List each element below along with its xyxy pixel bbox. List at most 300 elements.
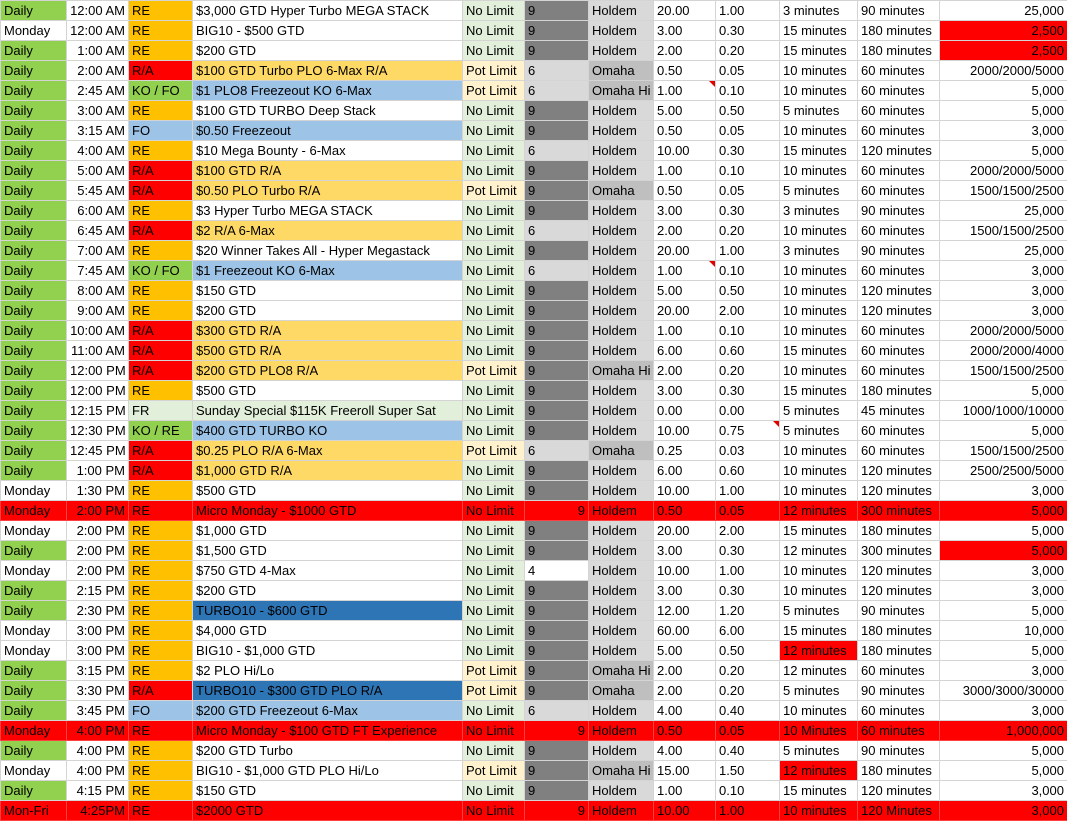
day-cell[interactable]: Monday (1, 641, 67, 661)
day-cell[interactable]: Monday (1, 721, 67, 741)
time-cell[interactable]: 7:00 AM (67, 241, 129, 261)
type-cell[interactable]: R/A (129, 221, 193, 241)
fee-cell[interactable]: 1.50 (716, 761, 780, 781)
stack-cell[interactable]: 3,000 (940, 701, 1067, 721)
tournament-name-cell[interactable]: $4,000 GTD (193, 621, 463, 641)
game-cell[interactable]: Holdem (589, 641, 654, 661)
buyin-cell[interactable]: 20.00 (654, 1, 716, 21)
type-cell[interactable]: FO (129, 701, 193, 721)
type-cell[interactable]: RE (129, 581, 193, 601)
limit-cell[interactable]: No Limit (463, 801, 525, 821)
seats-cell[interactable]: 9 (525, 421, 589, 441)
buyin-cell[interactable]: 1.00 (654, 261, 716, 281)
seats-cell[interactable]: 9 (525, 781, 589, 801)
limit-cell[interactable]: No Limit (463, 281, 525, 301)
buyin-cell[interactable]: 3.00 (654, 581, 716, 601)
limit-cell[interactable]: No Limit (463, 261, 525, 281)
game-cell[interactable]: Holdem (589, 41, 654, 61)
day-cell[interactable]: Daily (1, 421, 67, 441)
limit-cell[interactable]: Pot Limit (463, 441, 525, 461)
day-cell[interactable]: Daily (1, 161, 67, 181)
game-cell[interactable]: Holdem (589, 341, 654, 361)
type-cell[interactable]: RE (129, 481, 193, 501)
buyin-cell[interactable]: 0.50 (654, 61, 716, 81)
fee-cell[interactable]: 0.30 (716, 541, 780, 561)
buyin-cell[interactable]: 15.00 (654, 761, 716, 781)
tournament-name-cell[interactable]: $1,500 GTD (193, 541, 463, 561)
time-cell[interactable]: 2:00 PM (67, 501, 129, 521)
time-cell[interactable]: 1:30 PM (67, 481, 129, 501)
seats-cell[interactable]: 6 (525, 221, 589, 241)
tournament-name-cell[interactable]: $1 PLO8 Freezeout KO 6-Max (193, 81, 463, 101)
limit-cell[interactable]: No Limit (463, 221, 525, 241)
limit-cell[interactable]: No Limit (463, 41, 525, 61)
level-cell[interactable]: 10 minutes (780, 441, 858, 461)
game-cell[interactable]: Holdem (589, 741, 654, 761)
buyin-cell[interactable]: 3.00 (654, 201, 716, 221)
day-cell[interactable]: Monday (1, 761, 67, 781)
buyin-cell[interactable]: 5.00 (654, 281, 716, 301)
buyin-cell[interactable]: 3.00 (654, 381, 716, 401)
day-cell[interactable]: Daily (1, 701, 67, 721)
time-cell[interactable]: 4:00 PM (67, 721, 129, 741)
buyin-cell[interactable]: 1.00 (654, 321, 716, 341)
game-cell[interactable]: Holdem (589, 101, 654, 121)
stack-cell[interactable]: 2,500 (940, 41, 1067, 61)
day-cell[interactable]: Daily (1, 601, 67, 621)
game-cell[interactable]: Holdem (589, 401, 654, 421)
stack-cell[interactable]: 3,000 (940, 281, 1067, 301)
stack-cell[interactable]: 5,000 (940, 501, 1067, 521)
seats-cell[interactable]: 6 (525, 441, 589, 461)
fee-cell[interactable]: 0.20 (716, 681, 780, 701)
time-cell[interactable]: 2:15 PM (67, 581, 129, 601)
time-cell[interactable]: 12:00 AM (67, 21, 129, 41)
buyin-cell[interactable]: 0.50 (654, 501, 716, 521)
type-cell[interactable]: RE (129, 301, 193, 321)
seats-cell[interactable]: 9 (525, 481, 589, 501)
tournament-name-cell[interactable]: $200 GTD PLO8 R/A (193, 361, 463, 381)
buyin-cell[interactable]: 20.00 (654, 521, 716, 541)
fee-cell[interactable]: 0.20 (716, 361, 780, 381)
level-cell[interactable]: 10 minutes (780, 261, 858, 281)
time-cell[interactable]: 12:00 PM (67, 381, 129, 401)
tournament-name-cell[interactable]: $150 GTD (193, 281, 463, 301)
day-cell[interactable]: Daily (1, 221, 67, 241)
type-cell[interactable]: FR (129, 401, 193, 421)
day-cell[interactable]: Monday (1, 21, 67, 41)
late-reg-cell[interactable]: 45 minutes (858, 401, 940, 421)
limit-cell[interactable]: No Limit (463, 121, 525, 141)
late-reg-cell[interactable]: 60 minutes (858, 661, 940, 681)
seats-cell[interactable]: 6 (525, 261, 589, 281)
late-reg-cell[interactable]: 180 minutes (858, 21, 940, 41)
day-cell[interactable]: Daily (1, 261, 67, 281)
tournament-name-cell[interactable]: $200 GTD (193, 581, 463, 601)
time-cell[interactable]: 3:15 PM (67, 661, 129, 681)
stack-cell[interactable]: 5,000 (940, 541, 1067, 561)
level-cell[interactable]: 15 minutes (780, 141, 858, 161)
fee-cell[interactable]: 0.00 (716, 401, 780, 421)
fee-cell[interactable]: 0.05 (716, 501, 780, 521)
game-cell[interactable]: Holdem (589, 601, 654, 621)
fee-cell[interactable]: 1.00 (716, 241, 780, 261)
type-cell[interactable]: RE (129, 561, 193, 581)
game-cell[interactable]: Holdem (589, 461, 654, 481)
time-cell[interactable]: 12:00 PM (67, 361, 129, 381)
day-cell[interactable]: Daily (1, 461, 67, 481)
level-cell[interactable]: 10 minutes (780, 481, 858, 501)
time-cell[interactable]: 1:00 AM (67, 41, 129, 61)
game-cell[interactable]: Holdem (589, 321, 654, 341)
time-cell[interactable]: 10:00 AM (67, 321, 129, 341)
day-cell[interactable]: Mon-Fri (1, 801, 67, 821)
tournament-name-cell[interactable]: BIG10 - $1,000 GTD PLO Hi/Lo (193, 761, 463, 781)
day-cell[interactable]: Daily (1, 441, 67, 461)
stack-cell[interactable]: 2500/2500/5000 (940, 461, 1067, 481)
late-reg-cell[interactable]: 120 minutes (858, 301, 940, 321)
fee-cell[interactable]: 0.05 (716, 61, 780, 81)
limit-cell[interactable]: No Limit (463, 481, 525, 501)
level-cell[interactable]: 10 minutes (780, 221, 858, 241)
game-cell[interactable]: Holdem (589, 801, 654, 821)
type-cell[interactable]: RE (129, 661, 193, 681)
game-cell[interactable]: Holdem (589, 201, 654, 221)
seats-cell[interactable]: 9 (525, 661, 589, 681)
game-cell[interactable]: Holdem (589, 501, 654, 521)
late-reg-cell[interactable]: 120 minutes (858, 481, 940, 501)
game-cell[interactable]: Omaha (589, 441, 654, 461)
late-reg-cell[interactable]: 120 Minutes (858, 801, 940, 821)
level-cell[interactable]: 15 minutes (780, 21, 858, 41)
stack-cell[interactable]: 10,000 (940, 621, 1067, 641)
stack-cell[interactable]: 3,000 (940, 801, 1067, 821)
buyin-cell[interactable]: 5.00 (654, 641, 716, 661)
tournament-name-cell[interactable]: $100 GTD TURBO Deep Stack (193, 101, 463, 121)
game-cell[interactable]: Holdem (589, 481, 654, 501)
level-cell[interactable]: 3 minutes (780, 1, 858, 21)
seats-cell[interactable]: 9 (525, 541, 589, 561)
tournament-name-cell[interactable]: $500 GTD (193, 381, 463, 401)
buyin-cell[interactable]: 2.00 (654, 361, 716, 381)
time-cell[interactable]: 4:00 PM (67, 761, 129, 781)
tournament-name-cell[interactable]: $1,000 GTD (193, 521, 463, 541)
fee-cell[interactable]: 0.50 (716, 641, 780, 661)
tournament-name-cell[interactable]: $3 Hyper Turbo MEGA STACK (193, 201, 463, 221)
game-cell[interactable]: Holdem (589, 721, 654, 741)
limit-cell[interactable]: No Limit (463, 141, 525, 161)
seats-cell[interactable]: 9 (525, 101, 589, 121)
type-cell[interactable]: RE (129, 521, 193, 541)
tournament-name-cell[interactable]: $2000 GTD (193, 801, 463, 821)
seats-cell[interactable]: 9 (525, 1, 589, 21)
stack-cell[interactable]: 3,000 (940, 261, 1067, 281)
tournament-name-cell[interactable]: $1 Freezeout KO 6-Max (193, 261, 463, 281)
tournament-name-cell[interactable]: TURBO10 - $600 GTD (193, 601, 463, 621)
late-reg-cell[interactable]: 60 minutes (858, 441, 940, 461)
game-cell[interactable]: Omaha (589, 181, 654, 201)
type-cell[interactable]: RE (129, 801, 193, 821)
buyin-cell[interactable]: 2.00 (654, 41, 716, 61)
day-cell[interactable]: Daily (1, 581, 67, 601)
tournament-name-cell[interactable]: $1,000 GTD R/A (193, 461, 463, 481)
late-reg-cell[interactable]: 300 minutes (858, 541, 940, 561)
buyin-cell[interactable]: 10.00 (654, 481, 716, 501)
time-cell[interactable]: 12:00 AM (67, 1, 129, 21)
tournament-name-cell[interactable]: $400 GTD TURBO KO (193, 421, 463, 441)
seats-cell[interactable]: 9 (525, 741, 589, 761)
buyin-cell[interactable]: 4.00 (654, 701, 716, 721)
fee-cell[interactable]: 1.20 (716, 601, 780, 621)
type-cell[interactable]: RE (129, 281, 193, 301)
time-cell[interactable]: 4:15 PM (67, 781, 129, 801)
time-cell[interactable]: 6:00 AM (67, 201, 129, 221)
fee-cell[interactable]: 0.40 (716, 701, 780, 721)
game-cell[interactable]: Holdem (589, 1, 654, 21)
late-reg-cell[interactable]: 60 minutes (858, 701, 940, 721)
seats-cell[interactable]: 9 (525, 721, 589, 741)
type-cell[interactable]: FO (129, 121, 193, 141)
game-cell[interactable]: Omaha Hi (589, 761, 654, 781)
fee-cell[interactable]: 0.30 (716, 141, 780, 161)
stack-cell[interactable]: 25,000 (940, 201, 1067, 221)
stack-cell[interactable]: 2000/2000/5000 (940, 321, 1067, 341)
seats-cell[interactable]: 9 (525, 201, 589, 221)
game-cell[interactable]: Holdem (589, 121, 654, 141)
tournament-name-cell[interactable]: $100 GTD Turbo PLO 6-Max R/A (193, 61, 463, 81)
time-cell[interactable]: 2:00 PM (67, 521, 129, 541)
stack-cell[interactable]: 2000/2000/5000 (940, 61, 1067, 81)
buyin-cell[interactable]: 1.00 (654, 781, 716, 801)
level-cell[interactable]: 10 minutes (780, 121, 858, 141)
time-cell[interactable]: 5:45 AM (67, 181, 129, 201)
seats-cell[interactable]: 9 (525, 401, 589, 421)
late-reg-cell[interactable]: 180 minutes (858, 381, 940, 401)
fee-cell[interactable]: 0.03 (716, 441, 780, 461)
buyin-cell[interactable]: 0.50 (654, 181, 716, 201)
limit-cell[interactable]: No Limit (463, 581, 525, 601)
type-cell[interactable]: RE (129, 781, 193, 801)
late-reg-cell[interactable]: 60 minutes (858, 121, 940, 141)
stack-cell[interactable]: 1500/1500/2500 (940, 361, 1067, 381)
time-cell[interactable]: 3:30 PM (67, 681, 129, 701)
day-cell[interactable]: Daily (1, 341, 67, 361)
stack-cell[interactable]: 5,000 (940, 421, 1067, 441)
time-cell[interactable]: 2:00 PM (67, 541, 129, 561)
limit-cell[interactable]: No Limit (463, 721, 525, 741)
game-cell[interactable]: Holdem (589, 781, 654, 801)
buyin-cell[interactable]: 20.00 (654, 301, 716, 321)
stack-cell[interactable]: 2000/2000/5000 (940, 161, 1067, 181)
limit-cell[interactable]: Pot Limit (463, 181, 525, 201)
buyin-cell[interactable]: 12.00 (654, 601, 716, 621)
fee-cell[interactable]: 0.20 (716, 661, 780, 681)
seats-cell[interactable]: 9 (525, 21, 589, 41)
game-cell[interactable]: Omaha Hi (589, 361, 654, 381)
tournament-name-cell[interactable]: BIG10 - $1,000 GTD (193, 641, 463, 661)
game-cell[interactable]: Holdem (589, 561, 654, 581)
time-cell[interactable]: 12:45 PM (67, 441, 129, 461)
stack-cell[interactable]: 5,000 (940, 641, 1067, 661)
fee-cell[interactable]: 0.05 (716, 181, 780, 201)
fee-cell[interactable]: 2.00 (716, 521, 780, 541)
time-cell[interactable]: 2:30 PM (67, 601, 129, 621)
limit-cell[interactable]: Pot Limit (463, 761, 525, 781)
limit-cell[interactable]: No Limit (463, 601, 525, 621)
level-cell[interactable]: 10 minutes (780, 321, 858, 341)
type-cell[interactable]: KO / RE (129, 421, 193, 441)
late-reg-cell[interactable]: 120 minutes (858, 281, 940, 301)
limit-cell[interactable]: Pot Limit (463, 661, 525, 681)
stack-cell[interactable]: 25,000 (940, 1, 1067, 21)
limit-cell[interactable]: No Limit (463, 461, 525, 481)
late-reg-cell[interactable]: 120 minutes (858, 141, 940, 161)
tournament-name-cell[interactable]: $500 GTD R/A (193, 341, 463, 361)
stack-cell[interactable]: 5,000 (940, 521, 1067, 541)
type-cell[interactable]: KO / FO (129, 261, 193, 281)
buyin-cell[interactable]: 3.00 (654, 21, 716, 41)
buyin-cell[interactable]: 10.00 (654, 421, 716, 441)
fee-cell[interactable]: 1.00 (716, 1, 780, 21)
type-cell[interactable]: RE (129, 41, 193, 61)
limit-cell[interactable]: No Limit (463, 541, 525, 561)
fee-cell[interactable]: 6.00 (716, 621, 780, 641)
seats-cell[interactable]: 9 (525, 301, 589, 321)
type-cell[interactable]: RE (129, 601, 193, 621)
type-cell[interactable]: R/A (129, 361, 193, 381)
game-cell[interactable]: Holdem (589, 381, 654, 401)
level-cell[interactable]: 5 minutes (780, 601, 858, 621)
game-cell[interactable]: Holdem (589, 301, 654, 321)
tournament-name-cell[interactable]: BIG10 - $500 GTD (193, 21, 463, 41)
limit-cell[interactable]: Pot Limit (463, 61, 525, 81)
day-cell[interactable]: Daily (1, 241, 67, 261)
fee-cell[interactable]: 0.50 (716, 101, 780, 121)
late-reg-cell[interactable]: 180 minutes (858, 521, 940, 541)
late-reg-cell[interactable]: 180 minutes (858, 761, 940, 781)
day-cell[interactable]: Monday (1, 621, 67, 641)
late-reg-cell[interactable]: 60 minutes (858, 81, 940, 101)
tournament-name-cell[interactable]: $200 GTD Freezeout 6-Max (193, 701, 463, 721)
fee-cell[interactable]: 0.50 (716, 281, 780, 301)
game-cell[interactable]: Holdem (589, 281, 654, 301)
type-cell[interactable]: RE (129, 721, 193, 741)
game-cell[interactable]: Holdem (589, 161, 654, 181)
type-cell[interactable]: RE (129, 641, 193, 661)
seats-cell[interactable]: 9 (525, 681, 589, 701)
seats-cell[interactable]: 6 (525, 701, 589, 721)
day-cell[interactable]: Daily (1, 101, 67, 121)
seats-cell[interactable]: 9 (525, 41, 589, 61)
seats-cell[interactable]: 9 (525, 281, 589, 301)
game-cell[interactable]: Holdem (589, 141, 654, 161)
stack-cell[interactable]: 3,000 (940, 581, 1067, 601)
tournament-name-cell[interactable]: $2 R/A 6-Max (193, 221, 463, 241)
stack-cell[interactable]: 2000/2000/4000 (940, 341, 1067, 361)
limit-cell[interactable]: No Limit (463, 101, 525, 121)
game-cell[interactable]: Holdem (589, 21, 654, 41)
fee-cell[interactable]: 0.20 (716, 221, 780, 241)
seats-cell[interactable]: 6 (525, 141, 589, 161)
time-cell[interactable]: 3:45 PM (67, 701, 129, 721)
fee-cell[interactable]: 0.10 (716, 321, 780, 341)
late-reg-cell[interactable]: 90 minutes (858, 1, 940, 21)
fee-cell[interactable]: 0.10 (716, 781, 780, 801)
tournament-name-cell[interactable]: $200 GTD Turbo (193, 741, 463, 761)
level-cell[interactable]: 10 minutes (780, 281, 858, 301)
time-cell[interactable]: 12:15 PM (67, 401, 129, 421)
buyin-cell[interactable]: 1.00 (654, 81, 716, 101)
buyin-cell[interactable]: 0.00 (654, 401, 716, 421)
limit-cell[interactable]: No Limit (463, 1, 525, 21)
seats-cell[interactable]: 9 (525, 761, 589, 781)
game-cell[interactable]: Holdem (589, 521, 654, 541)
level-cell[interactable]: 15 minutes (780, 41, 858, 61)
day-cell[interactable]: Daily (1, 41, 67, 61)
day-cell[interactable]: Daily (1, 301, 67, 321)
day-cell[interactable]: Daily (1, 361, 67, 381)
late-reg-cell[interactable]: 60 minutes (858, 421, 940, 441)
limit-cell[interactable]: No Limit (463, 301, 525, 321)
late-reg-cell[interactable]: 120 minutes (858, 581, 940, 601)
time-cell[interactable]: 1:00 PM (67, 461, 129, 481)
late-reg-cell[interactable]: 180 minutes (858, 41, 940, 61)
type-cell[interactable]: RE (129, 21, 193, 41)
time-cell[interactable]: 4:00 AM (67, 141, 129, 161)
day-cell[interactable]: Daily (1, 401, 67, 421)
game-cell[interactable]: Holdem (589, 541, 654, 561)
stack-cell[interactable]: 5,000 (940, 601, 1067, 621)
limit-cell[interactable]: Pot Limit (463, 681, 525, 701)
level-cell[interactable]: 12 minutes (780, 541, 858, 561)
buyin-cell[interactable]: 6.00 (654, 341, 716, 361)
seats-cell[interactable]: 9 (525, 341, 589, 361)
level-cell[interactable]: 15 minutes (780, 621, 858, 641)
game-cell[interactable]: Holdem (589, 261, 654, 281)
tournament-name-cell[interactable]: Sunday Special $115K Freeroll Super Sat (193, 401, 463, 421)
level-cell[interactable]: 10 minutes (780, 461, 858, 481)
tournament-name-cell[interactable]: $0.25 PLO R/A 6-Max (193, 441, 463, 461)
tournament-name-cell[interactable]: Micro Monday - $100 GTD FT Experience (193, 721, 463, 741)
day-cell[interactable]: Monday (1, 561, 67, 581)
time-cell[interactable]: 7:45 AM (67, 261, 129, 281)
level-cell[interactable]: 5 minutes (780, 401, 858, 421)
seats-cell[interactable]: 4 (525, 561, 589, 581)
fee-cell[interactable]: 0.30 (716, 21, 780, 41)
limit-cell[interactable]: No Limit (463, 321, 525, 341)
level-cell[interactable]: 15 minutes (780, 521, 858, 541)
day-cell[interactable]: Daily (1, 741, 67, 761)
type-cell[interactable]: RE (129, 761, 193, 781)
level-cell[interactable]: 10 minutes (780, 301, 858, 321)
type-cell[interactable]: R/A (129, 321, 193, 341)
buyin-cell[interactable]: 10.00 (654, 561, 716, 581)
late-reg-cell[interactable]: 90 minutes (858, 741, 940, 761)
tournament-name-cell[interactable]: $750 GTD 4-Max (193, 561, 463, 581)
level-cell[interactable]: 10 minutes (780, 701, 858, 721)
time-cell[interactable]: 2:45 AM (67, 81, 129, 101)
fee-cell[interactable]: 0.05 (716, 721, 780, 741)
seats-cell[interactable]: 9 (525, 361, 589, 381)
game-cell[interactable]: Holdem (589, 421, 654, 441)
seats-cell[interactable]: 9 (525, 121, 589, 141)
fee-cell[interactable]: 2.00 (716, 301, 780, 321)
game-cell[interactable]: Holdem (589, 621, 654, 641)
fee-cell[interactable]: 0.30 (716, 381, 780, 401)
stack-cell[interactable]: 3,000 (940, 481, 1067, 501)
seats-cell[interactable]: 9 (525, 181, 589, 201)
day-cell[interactable]: Daily (1, 661, 67, 681)
